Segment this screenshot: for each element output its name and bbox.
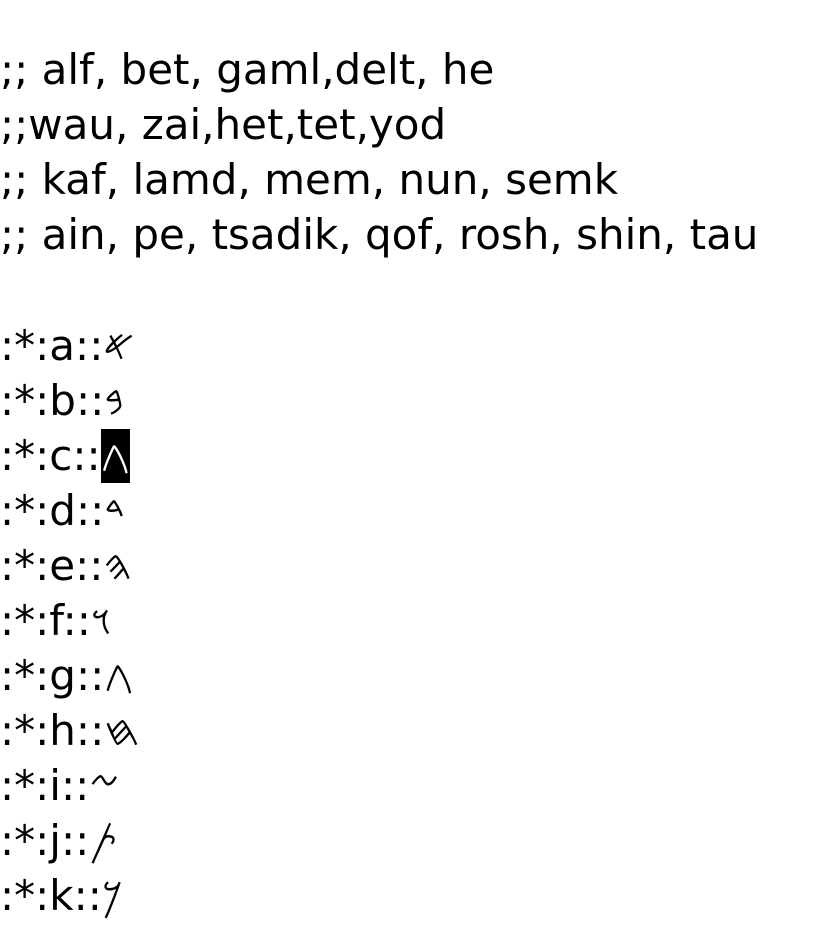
hotstring-prefix: :*:c:: (0, 431, 101, 480)
gaml-glyph-icon[interactable]: 𐤂 (101, 429, 130, 483)
hotstring-prefix: :*:j:: (0, 816, 90, 865)
mapping-line-e[interactable] (0, 539, 132, 593)
kaf-glyph-icon: 𐤊 (101, 871, 123, 920)
mapping-line-j[interactable] (0, 814, 117, 868)
mapping-line-h[interactable] (0, 704, 140, 758)
hotstring-prefix: :*:g:: (0, 651, 105, 700)
gaml-glyph-icon: 𐤂 (104, 651, 134, 700)
zai-glyph-icon: 𐤆 (89, 761, 120, 810)
mapping-line-a[interactable] (0, 319, 135, 373)
comment-line-1[interactable]: ;; alf, bet, gaml,delt, he (0, 45, 495, 94)
wau-glyph-icon: 𐤅 (90, 596, 112, 645)
hotstring-prefix: :*:a:: (0, 321, 104, 370)
hotstring-prefix: :*:e:: (0, 541, 104, 590)
bet-glyph-icon: 𐤁 (104, 376, 124, 425)
hotstring-prefix: :*:b:: (0, 376, 105, 425)
mapping-line-i[interactable] (0, 759, 119, 813)
hotstring-prefix: :*:f:: (0, 596, 91, 645)
mapping-line-g[interactable] (0, 649, 133, 703)
comment-line-2[interactable]: ;;wau, zai,het,tet,yod (0, 100, 447, 149)
alf-glyph-icon: 𐤀 (103, 321, 135, 370)
mapping-line-b[interactable] (0, 374, 124, 428)
het-glyph-icon: 𐤇 (104, 706, 140, 755)
delt-glyph-icon: 𐤃 (104, 486, 126, 535)
mapping-line-d[interactable] (0, 484, 125, 538)
mapping-line-k[interactable] (0, 869, 123, 923)
comment-line-3[interactable]: ;; kaf, lamd, mem, nun, semk (0, 155, 619, 204)
tau-glyph-icon: 𐤕 (89, 816, 118, 865)
comment-line-4[interactable]: ;; ain, pe, tsadik, qof, rosh, shin, tau (0, 210, 759, 259)
mapping-line-c[interactable] (0, 429, 130, 483)
hotstring-prefix: :*:d:: (0, 486, 105, 535)
he-glyph-icon: 𐤄 (103, 541, 132, 590)
mapping-line-f[interactable] (0, 594, 111, 648)
hotstring-prefix: :*:h:: (0, 706, 105, 755)
hotstring-prefix: :*:i:: (0, 761, 90, 810)
hotstring-prefix: :*:k:: (0, 871, 102, 920)
